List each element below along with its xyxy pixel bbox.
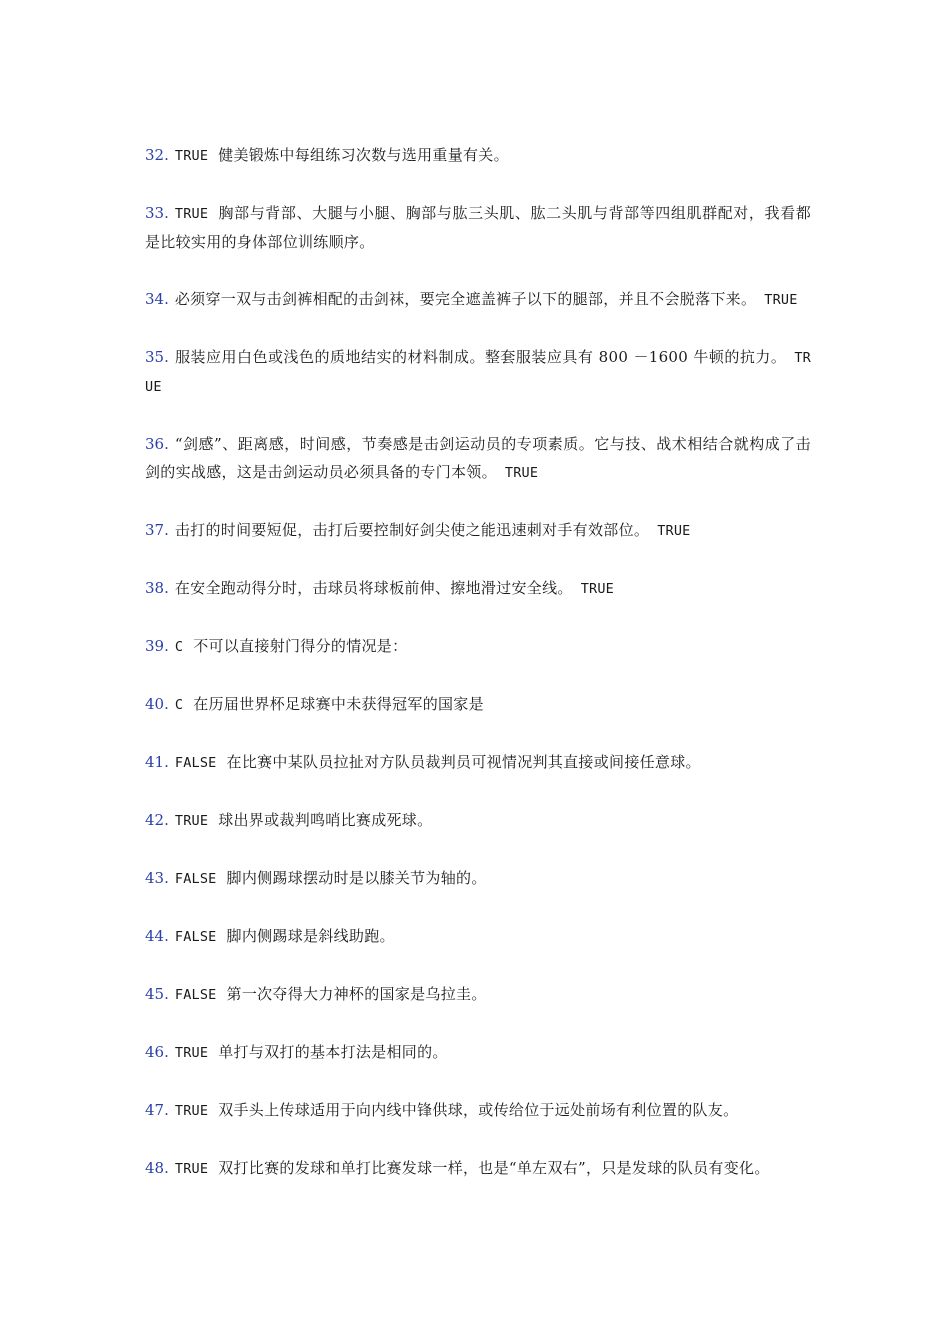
- item-text: 脚内侧踢球摆动时是以膝关节为轴的。: [226, 869, 487, 887]
- item-answer: FALSE: [174, 929, 217, 945]
- item-answer: TRUE: [174, 1103, 209, 1119]
- item-number: 44: [145, 927, 165, 945]
- item-separator: .: [164, 348, 169, 366]
- answer-item-34: [145, 285, 811, 314]
- answer-item-39: [145, 632, 811, 661]
- item-separator: .: [164, 1101, 169, 1119]
- item-answer: TRUE: [174, 813, 209, 829]
- item-text: 双打比赛的发球和单打比赛发球一样，也是“单左双右”，只是发球的队员有变化。: [218, 1159, 770, 1177]
- item-separator: .: [164, 579, 169, 597]
- item-answer: FALSE: [174, 987, 217, 1003]
- item-answer: TRUE: [174, 148, 209, 164]
- item-separator: .: [164, 435, 169, 453]
- item-text: 脚内侧踢球是斜线助跑。: [226, 927, 395, 945]
- item-number: 32: [145, 146, 165, 164]
- item-number: 34: [145, 290, 165, 308]
- answer-item-42: [145, 806, 811, 835]
- answer-item-37: [145, 516, 811, 545]
- answer-item-35: [145, 343, 811, 401]
- item-separator: .: [164, 204, 169, 222]
- answer-item-33: [145, 199, 811, 256]
- answer-list: [145, 141, 811, 1212]
- item-text: 击打的时间要短促，击打后要控制好剑尖使之能迅速刺对手有效部位。: [174, 521, 650, 539]
- item-text: 胸部与背部、大腿与小腿、胸部与肱三头肌、肱二头肌与背部等四组肌群配对，我看都是比较实用的身体部位训练顺序。: [145, 204, 811, 251]
- item-answer: TRUE: [174, 1161, 209, 1177]
- item-answer: C: [174, 639, 184, 655]
- item-text: 在比赛中某队员拉扯对方队员裁判员可视情况判其直接或间接任意球。: [226, 753, 701, 771]
- item-number: 36: [145, 435, 165, 453]
- item-number: 41: [145, 753, 165, 771]
- item-separator: .: [164, 985, 169, 1003]
- answer-item-45: [145, 980, 811, 1009]
- item-separator: .: [164, 146, 169, 164]
- item-number: 42: [145, 811, 165, 829]
- answer-item-46: [145, 1038, 811, 1067]
- item-separator: .: [164, 521, 169, 539]
- item-number: 40: [145, 695, 165, 713]
- item-answer: TRUE: [174, 1045, 209, 1061]
- item-separator: .: [164, 811, 169, 829]
- item-number: 33: [145, 204, 165, 222]
- item-answer-tail: TRUE: [145, 350, 811, 395]
- item-text: 不可以直接射门得分的情况是：: [193, 637, 408, 655]
- item-answer: C: [174, 697, 184, 713]
- answer-item-44: [145, 922, 811, 951]
- item-answer-tail: TRUE: [504, 465, 539, 481]
- item-separator: .: [164, 1159, 169, 1177]
- item-number: 47: [145, 1101, 165, 1119]
- item-number: 35: [145, 348, 165, 366]
- item-separator: .: [164, 869, 169, 887]
- item-text: 在历届世界杯足球赛中未获得冠军的国家是: [193, 695, 484, 713]
- item-number: 45: [145, 985, 165, 1003]
- answer-item-43: [145, 864, 811, 893]
- answer-item-48: [145, 1154, 811, 1183]
- item-text: “剑感”、距离感，时间感，节奏感是击剑运动员的专项素质。它与技、战术相结合就构成了击剑的实战感，这是击剑运动员必须具备的专门本领。: [145, 435, 811, 481]
- answer-item-47: [145, 1096, 811, 1125]
- item-separator: .: [164, 637, 169, 655]
- item-number: 48: [145, 1159, 165, 1177]
- item-text: 必须穿一双与击剑裤相配的击剑袜，要完全遮盖裤子以下的腿部，并且不会脱落下来。: [174, 290, 757, 308]
- item-text: 健美锻炼中每组练习次数与选用重量有关。: [218, 146, 509, 164]
- item-text: 单打与双打的基本打法是相同的。: [218, 1043, 448, 1061]
- item-number: 43: [145, 869, 165, 887]
- item-text: 第一次夺得大力神杯的国家是乌拉圭。: [226, 985, 487, 1003]
- item-answer-tail: TRUE: [657, 523, 691, 539]
- item-number: 46: [145, 1043, 165, 1061]
- item-answer: FALSE: [174, 755, 217, 771]
- item-text: 服装应用白色或浅色的质地结实的材料制成。整套服装应具有 800 －1600 牛顿的抗力。: [174, 348, 787, 366]
- item-answer: FALSE: [174, 871, 217, 887]
- item-separator: .: [164, 290, 169, 308]
- answer-item-38: [145, 574, 811, 603]
- item-number: 39: [145, 637, 165, 655]
- item-separator: .: [164, 695, 169, 713]
- item-answer: TRUE: [174, 206, 209, 222]
- item-separator: .: [164, 927, 169, 945]
- item-separator: .: [164, 753, 169, 771]
- item-text: 双手头上传球适用于向内线中锋供球，或传给位于远处前场有利位置的队友。: [218, 1101, 739, 1119]
- item-text: 在安全跑动得分时，击球员将球板前伸、擦地滑过安全线。: [174, 579, 573, 597]
- answer-item-36: [145, 430, 811, 487]
- item-separator: .: [164, 1043, 169, 1061]
- item-answer-tail: TRUE: [580, 581, 614, 597]
- answer-item-32: [145, 141, 811, 170]
- item-text: 球出界或裁判鸣哨比赛成死球。: [218, 811, 433, 829]
- item-answer-tail: TRUE: [764, 292, 798, 308]
- answer-item-41: [145, 748, 811, 777]
- item-number: 38: [145, 579, 165, 597]
- item-number: 37: [145, 521, 165, 539]
- answer-item-40: [145, 690, 811, 719]
